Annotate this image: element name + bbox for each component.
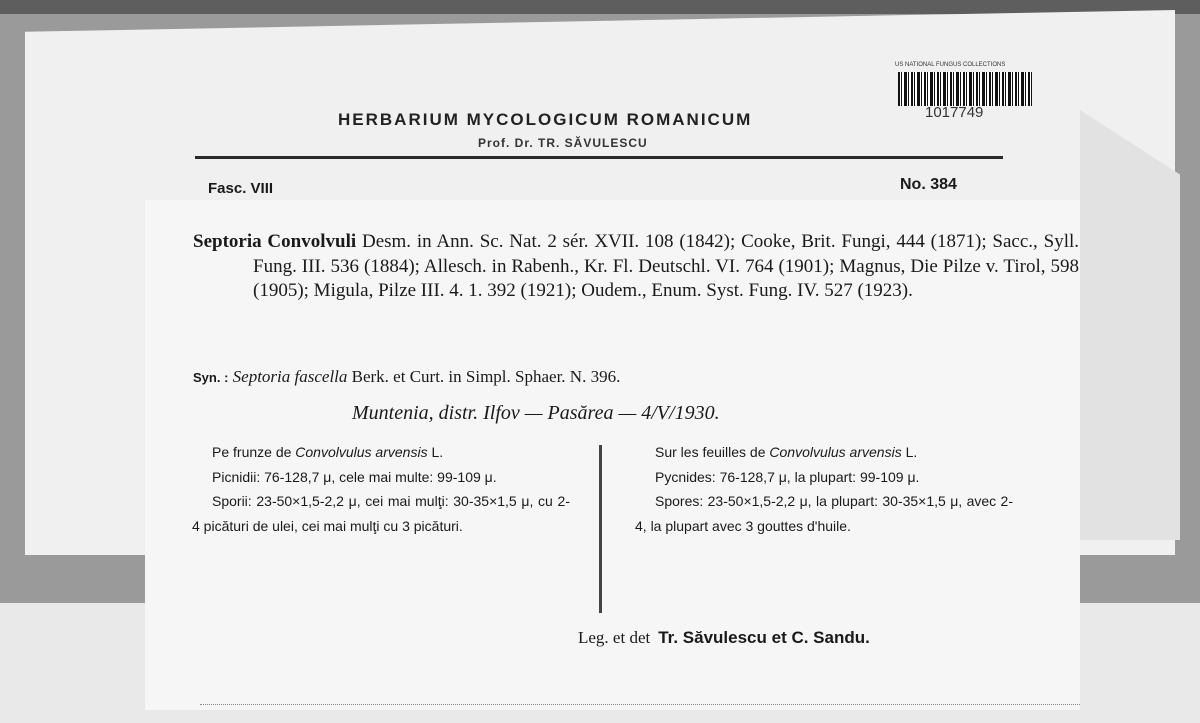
specimen-number: No. 384: [900, 176, 957, 193]
column-divider: [599, 445, 602, 613]
host-name: Convolvulus arvensis: [295, 444, 428, 460]
host-line-french: [635, 440, 1013, 465]
host-suffix: L.: [431, 444, 444, 460]
host-line-romanian: [192, 440, 570, 465]
label-bottom-edge: [200, 704, 1080, 705]
host-prefix: Pe frunze de: [212, 444, 292, 460]
barcode-image: [898, 72, 1032, 106]
host-suffix: L.: [905, 444, 918, 460]
herbarium-subtitle: Prof. Dr. TR. SĂVULESCU: [478, 136, 648, 150]
collectors-line: [578, 628, 998, 648]
taxon-citation: [193, 230, 1079, 304]
taxon-name: Septoria Convolvuli: [193, 231, 357, 252]
header-rule: [195, 156, 1003, 159]
host-prefix: Sur les feuilles de: [655, 444, 766, 460]
pycnidia-french: Pycnides: 76-128,7 μ, la plupart: 99-109 μ.: [655, 468, 920, 485]
description-french: [635, 440, 1013, 538]
spores-romanian: Sporii: 23-50×1,5-2,2 μ, cei mai mulţi: 30-35×1,5 μ, cu 2-4 picături de ulei, cei mai mulţi cu 3 picături.: [192, 493, 570, 534]
locality: Muntenia, distr. Ilfov — Pasărea — 4/V/1930.: [352, 402, 720, 424]
barcode-caption: US NATIONAL FUNGUS COLLECTIONS: [895, 62, 1006, 68]
envelope-flap: [1080, 110, 1180, 540]
synonym-line: [193, 367, 993, 387]
description-romanian: [192, 440, 570, 538]
host-name: Convolvulus arvensis: [769, 444, 902, 460]
barcode-number: 1017749: [925, 104, 984, 121]
synonym-label: Syn. :: [193, 370, 229, 385]
taxon-citation-text: Desm. in Ann. Sc. Nat. 2 sér. XVII. 108 (1842); Cooke, Brit. Fungi, 444 (1871); Sacc., Syll. Fung. III. 536 (1884); Allesch. in Rabenh., Kr. Fl. Deutschl. VI. 764 (1901); Magnus, Die Pilze v. Tirol, 598 (1905); Migula, Pilze III. 4. 1. 392 (1921); Oudem., Enum. Syst. Fung. IV. 527 (1923).: [253, 231, 1079, 302]
background-top: [0, 0, 1200, 14]
spores-french: Spores: 23-50×1,5-2,2 μ, la plupart: 30-35×1,5 μ, avec 2-4, la plupart avec 3 gouttes d'huile.: [635, 493, 1013, 534]
fascicle: Fasc. VIII: [208, 180, 274, 197]
synonym-name: Septoria fascella: [232, 367, 348, 386]
synonym-citation: Berk. et Curt. in Simpl. Sphaer. N. 396.: [351, 367, 621, 386]
pycnidia-romanian: Picnidii: 76-128,7 μ, cele mai multe: 99-109 μ.: [212, 468, 497, 485]
herbarium-title: HERBARIUM MYCOLOGICUM ROMANICUM: [338, 110, 753, 129]
collectors-names: Tr. Săvulescu et C. Sandu.: [658, 628, 870, 647]
collectors-prefix: Leg. et det: [578, 628, 651, 647]
